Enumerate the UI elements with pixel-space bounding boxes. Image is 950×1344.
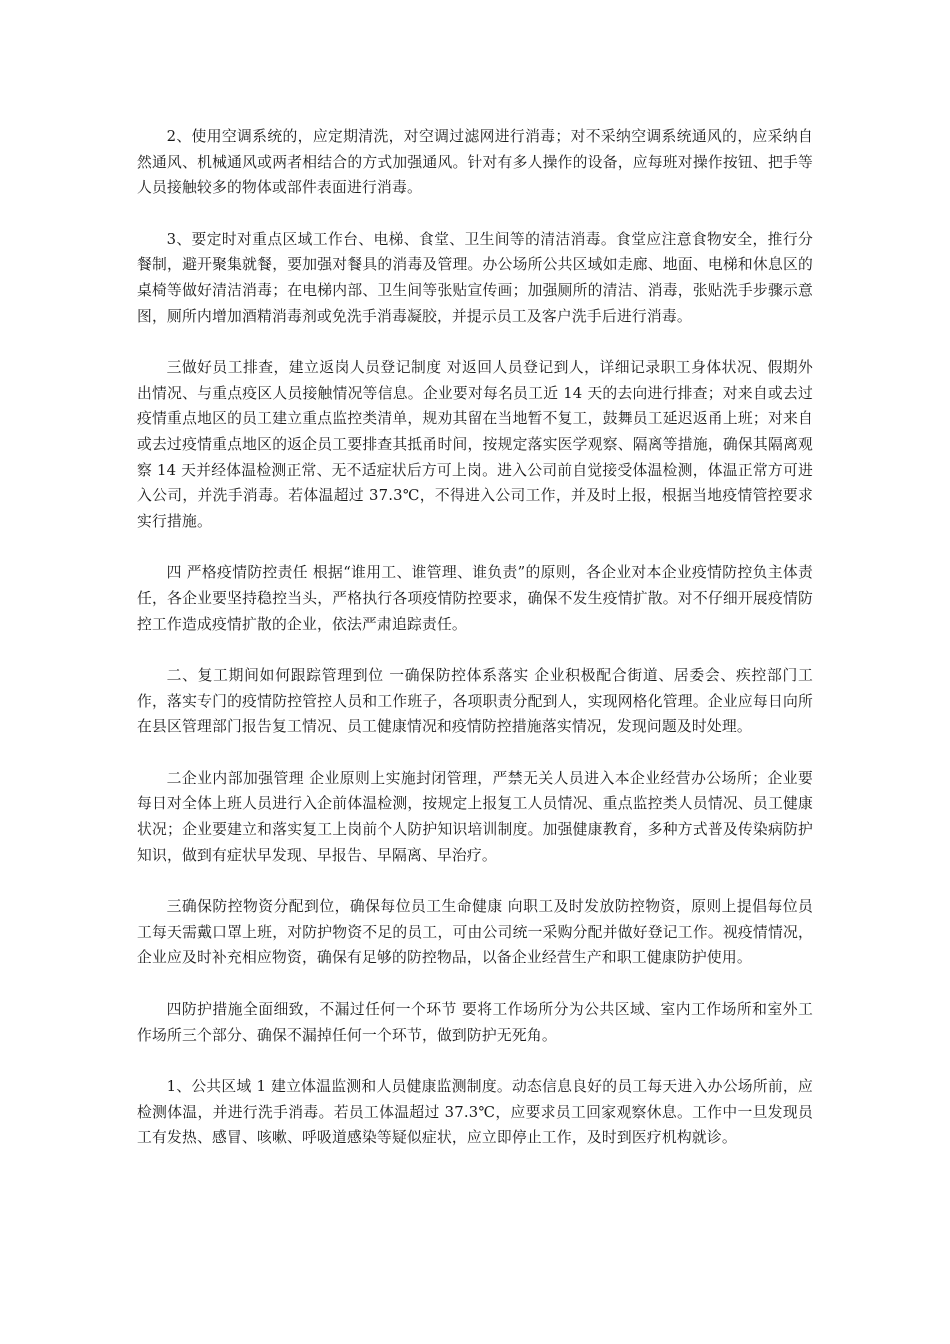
paragraph-public-areas: 1、公共区域 1 建立体温监测和人员健康监测制度。动态信息良好的员工每天进入办公场所前，应检测体温，并进行洗手消毒。若员工体温超过 37.3℃，应要求员工回家观察休息。工作中一旦发现员工有发热、感冒、咳嗽、呼吸道感染等疑似症状，应立即停止工作，及时到医疗机构就诊。	[137, 1078, 813, 1147]
paragraph-key-area-cleaning: 3、要定时对重点区域工作台、电梯、食堂、卫生间等的清洁消毒。食堂应注意食物安全，推行分餐制，避开聚集就餐，要加强对餐具的消毒及管理。办公场所公共区域如走廊、地面、电梯和休息区的桌椅等做好清洁消毒；在电梯内部、卫生间等张贴宣传画；加强厕所的清洁、消毒，张贴洗手步骤示意图，厕所内增加酒精消毒剂或免洗手消毒凝胶，并提示员工及客户洗手后进行消毒。	[137, 230, 813, 325]
paragraph-internal-management: 二企业内部加强管理 企业原则上实施封闭管理，严禁无关人员进入本企业经营办公场所；企业要每日对全体上班人员进行入企前体温检测，按规定上报复工人员情况、重点监控类人员情况、员工健康状况；企业要建立和落实复工上岗前个人防护知识培训制度。加强健康教育，多种方式普及传染病防护知识，做到有症状早发现、早报告、早隔离、早治疗。	[137, 769, 813, 864]
paragraph-employee-screening: 三做好员工排查，建立返岗人员登记制度 对返回人员登记到人，详细记录职工身体状况、假期外出情况、与重点疫区人员接触情况等信息。企业要对每名员工近 14 天的去向进行排查；对来自或去过疫情重点地区的员工建立重点监控类清单，规劝其留在当地暂不复工，鼓舞员工延迟返甬上班；对来自或去过疫情重点地区的返企员工要排查其抵甬时间，按规定落实医学观察、隔离等措施，确保其隔离观察 14 天并经体温检测正常、无不适症状后方可上岗。进入公司前自觉接受体温检测，体温正常方可进入公司，并洗手消毒。若体温超过 37.3℃，不得进入公司工作，并及时上报，根据当地疫情管控要求实行措施。	[137, 359, 813, 530]
paragraph-prevention-responsibility: 四 严格疫情防控责任 根据“谁用工、谁管理、谁负责”的原则，各企业对本企业疫情防控负主体责任，各企业要坚持稳控当头，严格执行各项疫情防控要求，确保不发生疫情扩散。对不仔细开展疫情防控工作造成疫情扩散的企业，依法严肃追踪责任。	[137, 564, 813, 633]
document-body	[137, 124, 813, 1177]
paragraph-protection-measures: 四防护措施全面细致，不漏过任何一个环节 要将工作场所分为公共区域、室内工作场所和室外工作场所三个部分、确保不漏掉任何一个环节，做到防护无死角。	[137, 1001, 813, 1044]
paragraph-tracking-management: 二、复工期间如何跟踪管理到位 一确保防控体系落实 企业积极配合街道、居委会、疾控部门工作，落实专门的疫情防控管控人员和工作班子，各项职责分配到人，实现网格化管理。企业应每日向所在县区管理部门报告复工情况、员工健康情况和疫情防控措施落实情况，发现问题及时处理。	[137, 667, 813, 736]
paragraph-supplies-distribution: 三确保防控物资分配到位，确保每位员工生命健康 向职工及时发放防控物资，原则上提倡每位员工每天需戴口罩上班，对防护物资不足的员工，可由公司统一采购分配并做好登记工作。视疫情情况，企业应及时补充相应物资，确保有足够的防控物品，以备企业经营生产和职工健康防护使用。	[137, 898, 813, 967]
paragraph-ac-ventilation: 2、使用空调系统的，应定期清洗，对空调过滤网进行消毒；对不采纳空调系统通风的，应采纳自然通风、机械通风或两者相结合的方式加强通风。针对有多人操作的设备，应每班对操作按钮、把手等人员接触较多的物体或部件表面进行消毒。	[137, 128, 813, 197]
